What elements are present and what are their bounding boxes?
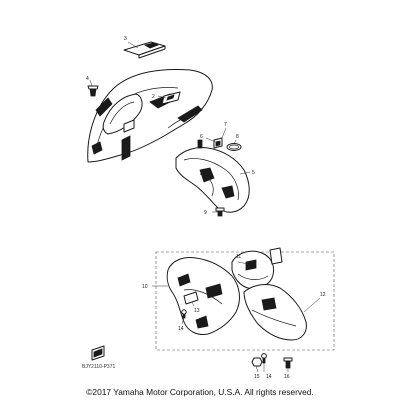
part-nut	[252, 358, 262, 366]
diagram-symbol-icon	[92, 346, 104, 360]
part-emblem-plate	[124, 42, 165, 58]
callout-13: 13	[194, 308, 200, 314]
callout-14-left: 14	[178, 326, 184, 332]
callout-5: 5	[252, 170, 255, 176]
diagram-code: BJY2110-P371	[82, 364, 116, 370]
callout-16: 16	[284, 374, 290, 380]
callout-7: 7	[224, 122, 227, 128]
callout-9: 9	[204, 210, 207, 216]
part-inner-cover	[176, 147, 249, 212]
part-side-cover-left	[167, 258, 239, 335]
callout-11: 11	[236, 254, 242, 260]
copyright-notice: ©2017 Yamaha Motor Corporation, U.S.A. All rights reserved.	[86, 387, 314, 397]
callout-12: 12	[320, 292, 326, 298]
callout-2: 2	[152, 94, 155, 100]
callout-15: 15	[254, 374, 260, 380]
part-clip-upper	[88, 86, 98, 96]
part-o-ring	[227, 144, 241, 151]
part-screw	[284, 358, 292, 368]
callout-3: 3	[124, 36, 127, 42]
callout-10: 10	[142, 284, 148, 290]
callout-6: 6	[200, 134, 203, 140]
part-bolt-upper	[198, 140, 202, 148]
callout-14-right: 14	[266, 374, 272, 380]
callout-1: 1	[124, 138, 127, 144]
callout-4: 4	[86, 76, 89, 82]
part-grommet	[214, 138, 222, 148]
callout-8: 8	[236, 134, 239, 140]
